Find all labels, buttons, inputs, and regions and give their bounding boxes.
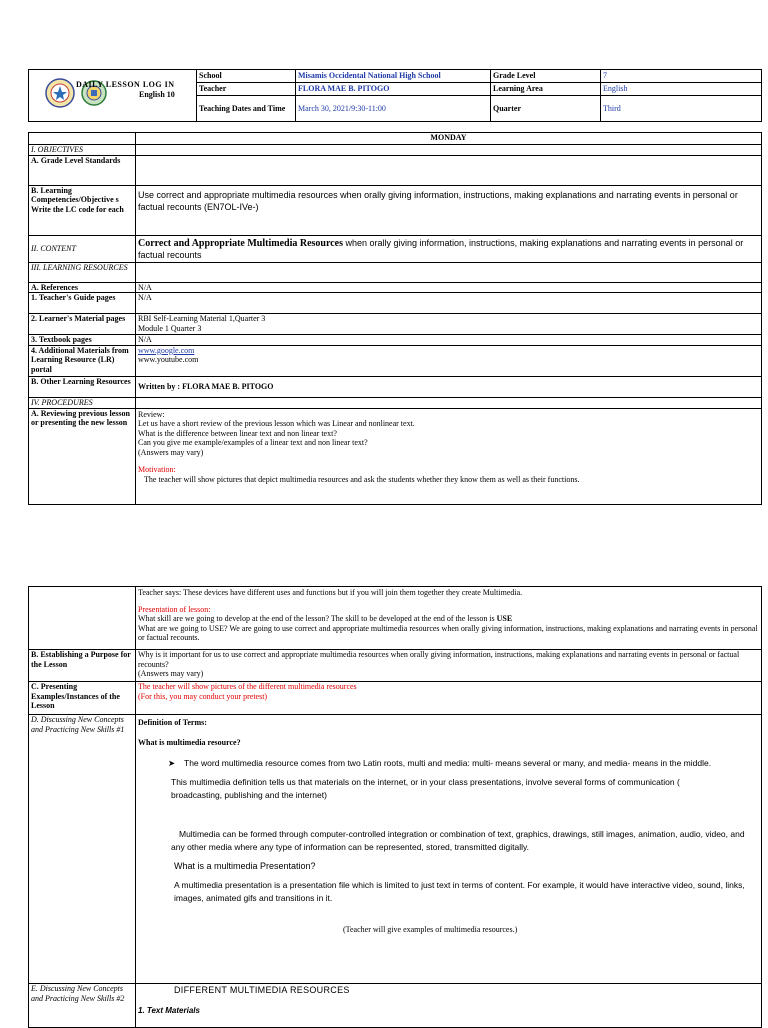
review-line-2: Let us have a short review of the previous lesson which was Linear and nonlinear text. bbox=[138, 419, 415, 428]
area-label: Learning Area bbox=[491, 83, 601, 96]
quarter-value: Third bbox=[601, 96, 762, 122]
discuss1-label: D. Discussing New Concepts and Practicing New Skills #1 bbox=[29, 715, 136, 984]
motivation-label: Motivation: bbox=[138, 465, 176, 474]
grade-value: 7 bbox=[601, 70, 762, 83]
dates-label: Teaching Dates and Time bbox=[197, 96, 296, 122]
lm-value-1: RBI Self-Learning Material 1,Quarter 3 bbox=[138, 314, 266, 323]
tb-label: 3. Textbook pages bbox=[29, 335, 136, 346]
school-value: Misamis Occidental National High School bbox=[296, 70, 491, 83]
purpose-answer: (Answers may vary) bbox=[138, 669, 204, 678]
bullet-text: The word multimedia resource comes from two Latin roots, multi and media: multi- means several or many, and media- means in the middle. bbox=[184, 758, 712, 768]
grade-standards-label: A. Grade Level Standards bbox=[29, 155, 136, 185]
review-label: A. Reviewing previous lesson or presenting the new lesson bbox=[29, 408, 136, 504]
quarter-label: Quarter bbox=[491, 96, 601, 122]
what-is-multimedia: What is multimedia resource? bbox=[138, 737, 241, 747]
school-label: School bbox=[197, 70, 296, 83]
header-block bbox=[28, 69, 762, 122]
arrow-bullet-icon: ➤ bbox=[168, 758, 176, 768]
area-value: English bbox=[601, 83, 762, 96]
content-text: when orally giving information, instructions, making explanations and narrating events in personal or factual recounts bbox=[138, 237, 744, 260]
page1-table bbox=[28, 132, 762, 505]
other-label: B. Other Learning Resources bbox=[29, 376, 136, 397]
competencies-label: B. Learning Competencies/Objective s Write the LC code for each bbox=[29, 185, 136, 235]
page2-table bbox=[28, 586, 762, 1028]
definition-label: Definition of Terms: bbox=[138, 718, 207, 727]
different-resources-heading: DIFFERENT MULTIMEDIA RESOURCES bbox=[174, 985, 350, 995]
dates-value: March 30, 2021/9:30-11:00 bbox=[296, 96, 491, 122]
presentation-label: Presentation of lesson: bbox=[138, 604, 211, 614]
other-value: Written by : FLORA MAE B. PITOGO bbox=[136, 376, 762, 397]
teacher-examples: (Teacher will give examples of multimedia resources.) bbox=[343, 925, 518, 934]
lm-value-2: Module 1 Quarter 3 bbox=[138, 323, 202, 333]
lm-label: 2. Learner's Material pages bbox=[29, 314, 136, 335]
motivation-text: The teacher will show pictures that depict multimedia resources and ask the students whether they know them as well as their functions. bbox=[144, 474, 580, 484]
grade-label: Grade Level bbox=[491, 70, 601, 83]
review-line-1: Review: bbox=[138, 409, 165, 419]
tb-value: N/A bbox=[136, 335, 762, 346]
teacher-label: Teacher bbox=[197, 83, 296, 96]
examples-text-1: The teacher will show pictures of the different multimedia resources bbox=[138, 682, 357, 691]
content-label: II. CONTENT bbox=[29, 235, 136, 262]
definition-text: This multimedia definition tells us that materials on the internet, or in your class presentations, involve several forms of communication ( broadcasting, publishing and the internet) bbox=[171, 777, 680, 800]
review-line-4: Can you give me example/examples of a linear text and non linear text? bbox=[138, 438, 368, 447]
objectives-label: I. OBJECTIVES bbox=[29, 145, 136, 156]
google-link[interactable]: www.google.com bbox=[138, 345, 195, 355]
dll-subject: English 10 bbox=[139, 90, 175, 99]
examples-text-2: (For this, you may conduct your pretest) bbox=[138, 691, 268, 701]
presentation-use: USE bbox=[496, 614, 513, 623]
discuss2-label: E. Discussing New Concepts and Practicing New Skills #2 bbox=[29, 984, 136, 1028]
teacher-says: Teacher says: These devices have different uses and functions but if you will join them together they create Multimedia. bbox=[138, 588, 523, 597]
dll-title: DAILY LESSON LOG IN bbox=[76, 80, 175, 89]
content-title: Correct and Appropriate Multimedia Resources bbox=[138, 237, 343, 249]
references-value: N/A bbox=[136, 282, 762, 293]
presentation-line-2: What are we going to USE? We are going to use correct and appropriate multimedia resources when orally giving information, instructions, making explanations and narrating events in personal or factual recounts. bbox=[138, 623, 758, 642]
day-header: MONDAY bbox=[136, 133, 762, 145]
presentation-question: What is a multimedia Presentation? bbox=[174, 861, 316, 871]
purpose-text: Why is it important for us to use correct and appropriate multimedia resources when orally giving information, instructions, making explanations and narrating events in personal or factual recounts? bbox=[138, 650, 740, 669]
presentation-definition: A multimedia presentation is a presentation file which is limited to just text in terms of content. For example, it would have interactive video, sound, links, images, animated gifs and transitions in it. bbox=[174, 880, 745, 903]
references-label: A. References bbox=[29, 282, 136, 293]
formed-text: Multimedia can be formed through computer-controlled integration or combination of text, graphics, drawings, still images, animation, audio, video, and any other media where any type of information can be represented, stored, transmitted digitally. bbox=[171, 829, 745, 852]
procedures-label: IV. PROCEDURES bbox=[29, 397, 136, 408]
competencies-text: Use correct and appropriate multimedia resources when orally giving information, instructions, making explanations and narrating events in personal or factual recounts (EN7OL-IVe-) bbox=[136, 185, 762, 235]
deped-seal-icon bbox=[45, 78, 75, 108]
review-line-5: (Answers may vary) bbox=[138, 447, 204, 457]
resources-label: III. LEARNING RESOURCES bbox=[29, 262, 136, 282]
teacher-value: FLORA MAE B. PITOGO bbox=[296, 83, 491, 96]
text-materials-heading: 1. Text Materials bbox=[138, 1005, 200, 1015]
presentation-line-1: What skill are we going to develop at the end of the lesson? The skill to be developed at the end of the lesson is bbox=[138, 614, 497, 623]
header-logo-cell bbox=[29, 70, 197, 122]
tg-value: N/A bbox=[136, 293, 762, 314]
am-label: 4. Additional Materials from Learning Resource (LR) portal bbox=[29, 345, 136, 376]
review-line-3: What is the difference between linear text and non linear text? bbox=[138, 428, 337, 438]
youtube-link[interactable]: www.youtube.com bbox=[138, 355, 199, 364]
purpose-label: B. Establishing a Purpose for the Lesson bbox=[29, 650, 136, 682]
tg-label: 1. Teacher's Guide pages bbox=[29, 293, 136, 314]
examples-label: C. Presenting Examples/Instances of the Lesson bbox=[29, 682, 136, 715]
